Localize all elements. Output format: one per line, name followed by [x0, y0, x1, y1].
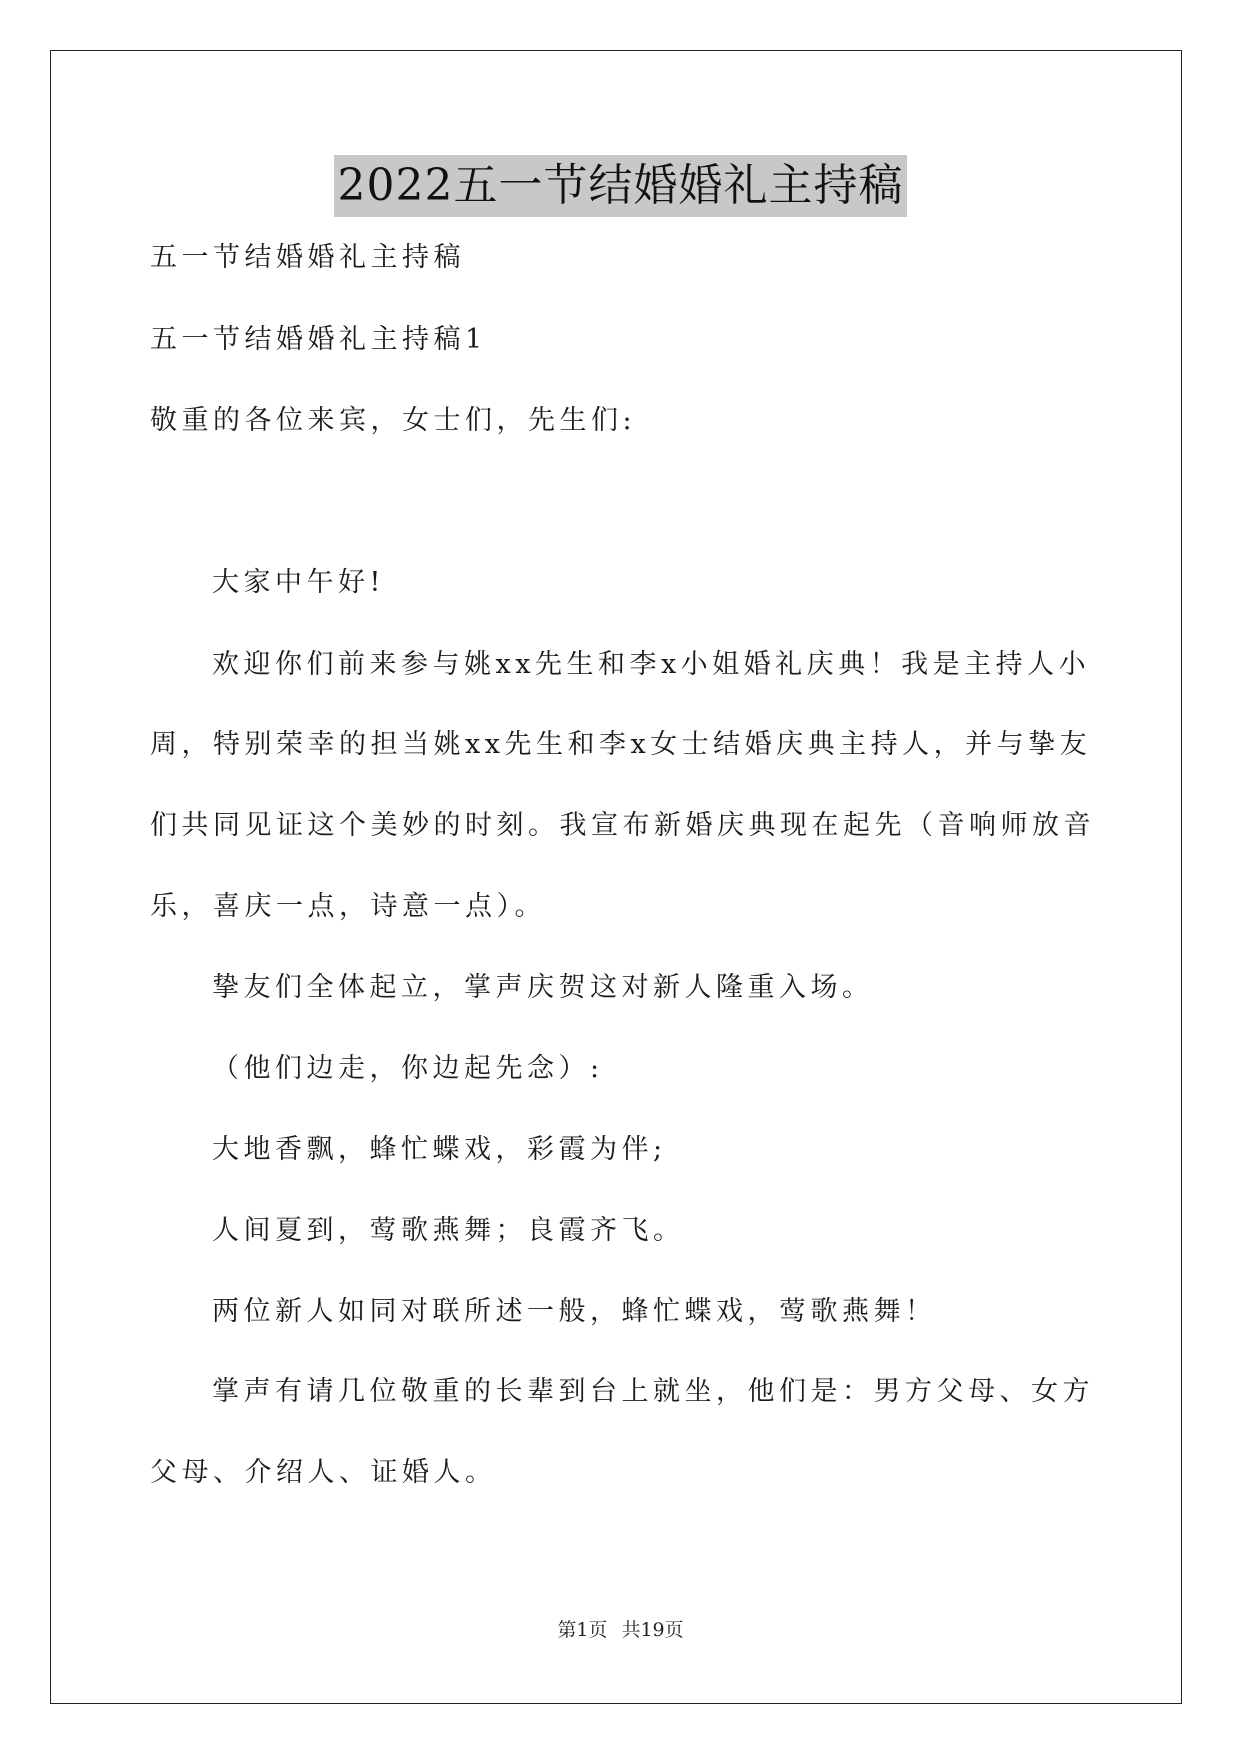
paragraph-line: 们共同见证这个美妙的时刻。我宣布新婚庆典现在起先（音响师放音 [150, 810, 1095, 841]
paragraph-line: 周，特别荣幸的担当姚xx先生和李x女士结婚庆典主持人，并与挚友 [150, 729, 1092, 760]
paragraph-line: 大地香飘，蜂忙蝶戏，彩霞为伴; [212, 1134, 667, 1165]
subtitle-line: 五一节结婚婚礼主持稿 [150, 242, 465, 273]
paragraph-line: 大家中午好! [212, 567, 385, 598]
page-footer [0, 1617, 1241, 1643]
page-number: 第1页 [557, 1619, 608, 1641]
paragraph-line: 欢迎你们前来参与姚xx先生和李x小姐婚礼庆典！我是主持人小 [212, 649, 1091, 680]
title-container [0, 155, 1241, 217]
page-total: 共19页 [621, 1619, 684, 1641]
section-heading: 五一节结婚婚礼主持稿1 [150, 324, 487, 355]
paragraph-line: 挚友们全体起立，掌声庆贺这对新人隆重入场。 [212, 972, 874, 1003]
paragraph-line: （他们边走，你边起先念）: [212, 1053, 604, 1084]
paragraph-line: 乐，喜庆一点，诗意一点）。 [150, 891, 546, 922]
paragraph-line: 人间夏到，莺歌燕舞；良霞齐飞。 [212, 1215, 685, 1246]
salutation-line: 敬重的各位来宾，女士们，先生们: [150, 405, 637, 436]
paragraph-line: 掌声有请几位敬重的长辈到台上就坐，他们是：男方父母、女方 [212, 1376, 1094, 1407]
paragraph-line: 父母、介绍人、证婚人。 [150, 1457, 497, 1488]
paragraph-line: 两位新人如同对联所述一般，蜂忙蝶戏，莺歌燕舞！ [212, 1296, 937, 1327]
document-title: 2022五一节结婚婚礼主持稿 [334, 155, 908, 217]
